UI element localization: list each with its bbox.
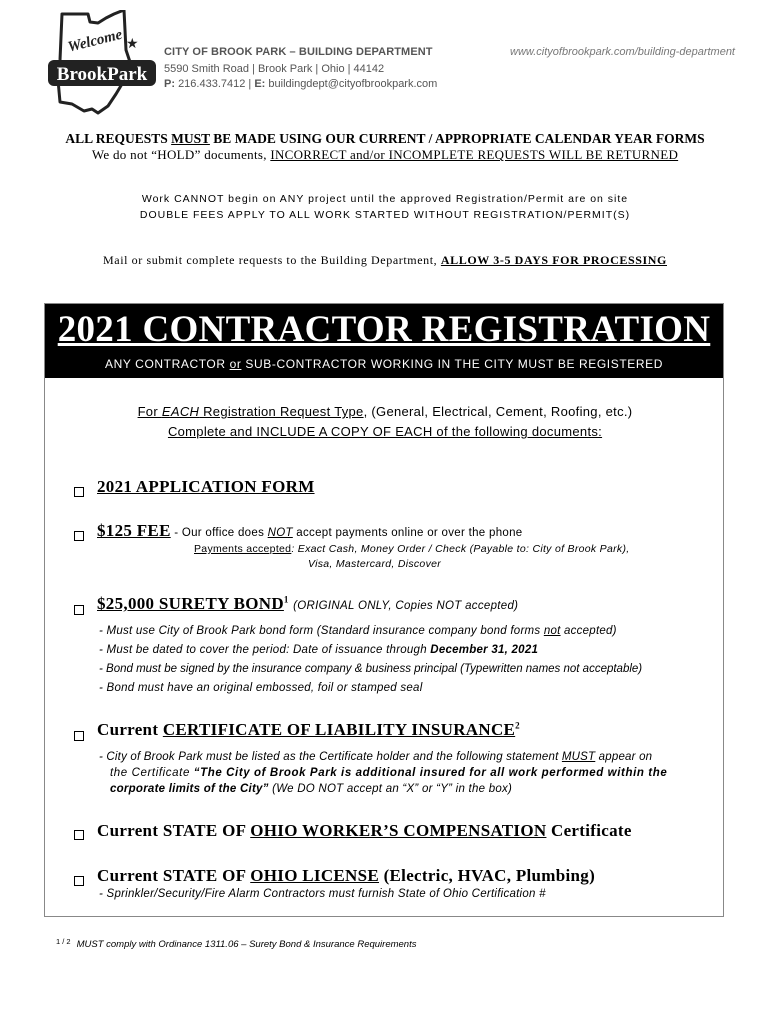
double-fees-warning: DOUBLE FEES APPLY TO ALL WORK STARTED WITHOUT REGISTRATION/PERMIT(S) <box>139 209 631 221</box>
ohio-license-item: Current STATE OF OHIO LICENSE (Electric, HVAC, Plumbing) <box>97 866 596 885</box>
requirement-line-2: We do not “HOLD” documents, INCORRECT and/or INCOMPLETE REQUESTS WILL BE RETURNED <box>91 147 679 162</box>
instruction-line-2: Complete and INCLUDE A COPY OF EACH of the following documents: <box>167 424 603 439</box>
email-label: E: <box>254 78 266 90</box>
mail-instructions: Mail or submit complete requests to the Building Department, ALLOW 3-5 DAYS FOR PROCESSING <box>103 253 667 267</box>
fee-checkbox[interactable] <box>74 531 84 541</box>
insurance-checkbox[interactable] <box>74 731 84 741</box>
form-subtitle: ANY CONTRACTOR or SUB-CONTRACTOR WORKING IN THE CITY MUST BE REGISTERED <box>104 357 663 371</box>
workers-comp-item: Current STATE OF OHIO WORKER’S COMPENSATION Certificate <box>97 821 632 840</box>
bond-requirement-2: - Must be dated to cover the period: Date of issuance through December 31, 2021 <box>99 644 539 656</box>
logo-welcome-text: Welcome <box>66 26 124 56</box>
brook-park-logo <box>48 10 156 120</box>
logo-brookpark-text: BrookPark <box>56 64 148 85</box>
star-icon: ★ <box>126 35 139 51</box>
title-band <box>45 304 723 378</box>
license-note: - Sprinkler/Security/Fire Alarm Contractors must furnish State of Ohio Certification # <box>99 888 546 900</box>
surety-bond-checkbox[interactable] <box>74 605 84 615</box>
application-form-checkbox[interactable] <box>74 487 84 497</box>
bond-requirement-3: - Bond must be signed by the insurance company & business principal (Typewritten names not acceptable) <box>99 663 643 675</box>
bond-requirement-4: - Bond must have an original embossed, foil or stamped seal <box>99 682 423 694</box>
requirement-line-1: ALL REQUESTS MUST BE MADE USING OUR CURRENT / APPROPRIATE CALENDAR YEAR FORMS <box>65 131 705 146</box>
department-url[interactable]: www.cityofbrookpark.com/building-department <box>510 46 735 58</box>
department-contact <box>164 78 437 90</box>
fee-item: $125 FEE - Our office does NOT accept payments online or over the phone <box>97 521 523 540</box>
insurance-detail-2: the Certificate “The City of Brook Park is additional insured for all work performed within the <box>110 767 668 779</box>
bond-requirement-1: - Must use City of Brook Park bond form (Standard insurance company bond forms not accepted) <box>99 625 617 637</box>
insurance-item: Current CERTIFICATE OF LIABILITY INSURANCE$^2$ <box>97 720 520 739</box>
workers-comp-checkbox[interactable] <box>74 830 84 840</box>
footnote: $^{1 / 2}$ MUST comply with Ordinance 1311.06 – Surety Bond & Insurance Requirements <box>56 937 417 950</box>
surety-bond-item: $25,000 SURETY BOND$^1$ (ORIGINAL ONLY, Copies NOT accepted) <box>97 594 519 613</box>
insurance-detail-1: - City of Brook Park must be listed as the Certificate holder and the following statement MUST appear on <box>99 751 653 763</box>
department-address: 5590 Smith Road | Brook Park | Ohio | 44142 <box>164 63 385 75</box>
work-warning: Work CANNOT begin on ANY project until the approved Registration/Permit are on site <box>141 193 629 205</box>
payments-cards: Visa, Mastercard, Discover <box>308 558 442 570</box>
email-address[interactable]: buildingdept@cityofbrookpark.com <box>268 78 438 90</box>
instruction-line-1: For EACH Registration Request Type, (General, Electrical, Cement, Roofing, etc.) <box>137 404 633 419</box>
phone-number: 216.433.7412 | <box>178 78 252 90</box>
department-name: CITY OF BROOK PARK – BUILDING DEPARTMENT <box>164 46 433 58</box>
ohio-license-checkbox[interactable] <box>74 876 84 886</box>
insurance-detail-3: corporate limits of the City” (We DO NOT accept an “X” or “Y” in the box) <box>110 783 513 795</box>
form-title: 2021 CONTRACTOR REGISTRATION <box>57 309 711 350</box>
payments-accepted: Payments accepted: Exact Cash, Money Order / Check (Payable to: City of Brook Park), <box>194 543 630 555</box>
phone-label: P: <box>164 78 175 90</box>
application-form-item: 2021 APPLICATION FORM <box>97 477 315 496</box>
